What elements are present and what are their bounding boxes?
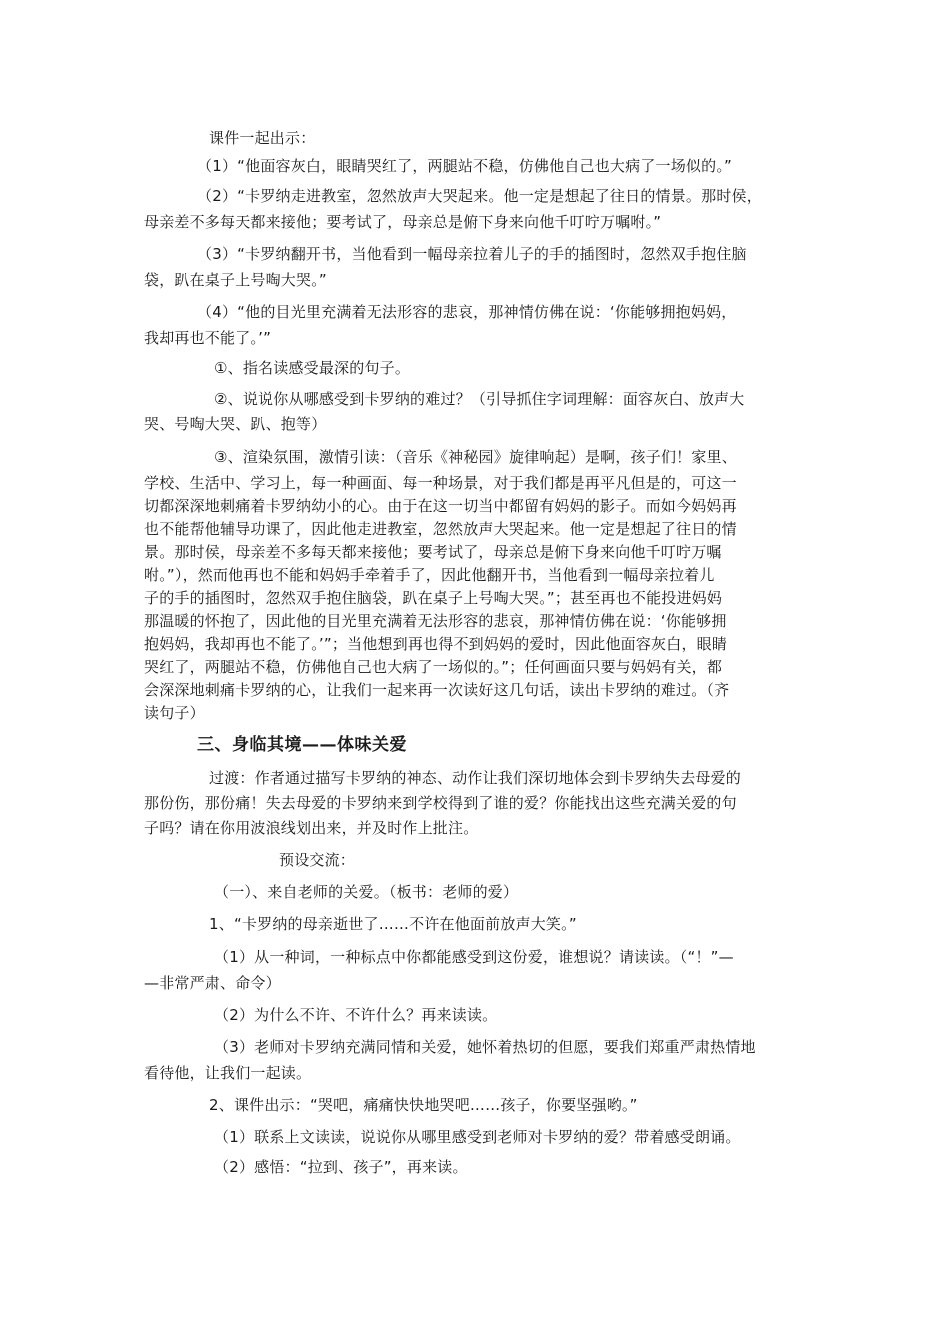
text-line: 母亲差不多每天都来接他；要考试了，母亲总是俯下身来向他千叮咛万嘱咐。”: [144, 213, 662, 231]
text-line: 1、“卡罗纳的母亲逝世了……不许在他面前放声大笑。”: [209, 915, 577, 933]
text-line: 我却再也不能了。’”: [144, 329, 272, 347]
text-line: 预设交流：: [279, 851, 356, 869]
text-line: 子吗？请在你用波浪线划出来，并及时作上批注。: [144, 819, 479, 837]
text-line: 2、课件出示：“哭吧，痛痛快快地哭吧……孩子，你要坚强哟。”: [209, 1096, 638, 1114]
text-line: 切都深深地刺痛着卡罗纳幼小的心。由于在这一切当中都留有妈妈的影子。而如今妈妈再: [144, 497, 737, 515]
text-line: （1）从一种词，一种标点中你都能感受到这份爱，谁想说？请读读。（“！”—: [214, 948, 734, 966]
text-line: 课件一起出示：: [209, 129, 316, 147]
text-line: 过渡：作者通过描写卡罗纳的神态、动作让我们深切地体会到卡罗纳失去母爱的: [209, 769, 742, 787]
text-line: 哭、号啕大哭、趴、抱等）: [144, 415, 327, 433]
text-line: （2）为什么不许、不许什么？再来读读。: [214, 1006, 498, 1024]
text-line: （2）“卡罗纳走进教室，忽然放声大哭起来。他一定是想起了往日的情景。那时侯，: [197, 187, 762, 205]
text-line: ③、渲染氛围，激情引读：（音乐《神秘园》旋律响起）是啊，孩子们！家里、: [214, 448, 737, 466]
text-line: ①、指名读感受最深的句子。: [214, 359, 411, 377]
text-line: 看待他，让我们一起读。: [144, 1064, 312, 1082]
text-line: 哭红了，两腿站不稳，仿佛他自己也大病了一场似的。”；任何画面只要与妈妈有关，都: [144, 658, 723, 676]
text-line: （1）“他面容灰白，眼睛哭红了，两腿站不稳，仿佛他自己也大病了一场似的。”: [197, 157, 732, 175]
text-line: 景。那时侯，母亲差不多每天都来接他；要考试了，母亲总是俯下身来向他千叮咛万嘱: [144, 543, 722, 561]
text-line: 那温暖的怀抱了，因此他的目光里充满着无法形容的悲哀，那神情仿佛在说：‘你能够拥: [144, 612, 727, 630]
text-line: 学校、生活中、学习上，每一种画面、每一种场景，对于我们都是再平凡但是的，可这一: [144, 474, 737, 492]
text-line: （3）老师对卡罗纳充满同情和关爱，她怀着热切的但愿，要我们郑重严肃热情地: [214, 1038, 756, 1056]
text-line: 那份伤，那份痛！失去母爱的卡罗纳来到学校得到了谁的爱？你能找出这些充满关爱的句: [144, 794, 737, 812]
text-line: 会深深地刺痛卡罗纳的心，让我们一起来再一次读好这几句话，读出卡罗纳的难过。（齐: [144, 681, 730, 699]
text-line: （3）“卡罗纳翻开书，当他看到一幅母亲拉着儿子的手的插图时，忽然双手抱住脑: [197, 245, 747, 263]
text-line: 咐。”），然而他再也不能和妈妈手牵着手了，因此他翻开书，当他看到一幅母亲拉着儿: [144, 566, 715, 584]
section-heading: 三、身临其境——体味关爱: [197, 735, 407, 755]
text-line: 读句子）: [144, 704, 205, 722]
text-line: （4）“他的目光里充满着无法形容的悲哀，那神情仿佛在说：‘你能够拥抱妈妈，: [197, 303, 737, 321]
text-line: —非常严肃、命令）: [144, 974, 281, 992]
text-line: 也不能帮他辅导功课了，因此他走进教室，忽然放声大哭起来。他一定是想起了往日的情: [144, 520, 737, 538]
text-line: 子的手的插图时，忽然双手抱住脑袋，趴在桌子上号啕大哭。”；甚至再也不能投进妈妈: [144, 589, 723, 607]
text-line: （2）感悟：“拉到、孩子”，再来读。: [214, 1158, 468, 1176]
text-line: 抱妈妈，我却再也不能了。’”；当他想到再也得不到妈妈的爱时，因此他面容灰白，眼睛: [144, 635, 728, 653]
text-line: ②、说说你从哪感受到卡罗纳的难过？（引导抓住字词理解：面容灰白、放声大: [214, 390, 745, 408]
text-line: 袋，趴在桌子上号啕大哭。”: [144, 271, 327, 289]
text-line: （一）、来自老师的关爱。（板书：老师的爱）: [214, 883, 519, 901]
text-line: （1）联系上文读读，说说你从哪里感受到老师对卡罗纳的爱？带着感受朗诵。: [214, 1128, 741, 1146]
